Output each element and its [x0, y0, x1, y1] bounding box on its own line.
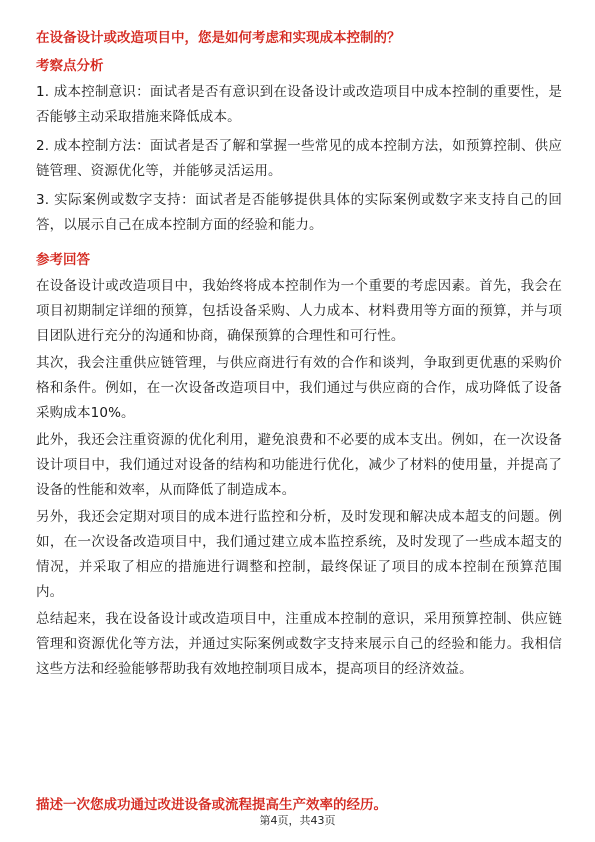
answer-title: 参考回答: [36, 252, 90, 268]
answer-paragraph: 总结起来，我在设备设计或改造项目中，注重成本控制的意识，采用预算控制、供应链管理和资源优化等方法，并通过实际案例或数字支持来展示自己的经验和能力。我相信这些方法和经验能够帮助我有效地控制项目成本，提高项目的经济效益。: [36, 611, 562, 677]
page-number-footer: 第4页，共43页: [259, 814, 336, 827]
next-question-heading: 描述一次您成功通过改进设备或流程提高生产效率的经历。: [36, 797, 387, 813]
analysis-section: [36, 56, 562, 238]
answer-paragraph: 另外，我还会定期对项目的成本进行监控和分析，及时发现和解决成本超支的问题。例如，在一次设备改造项目中，我们通过建立成本监控系统，及时发现了一些成本超支的情况，并采取了相应的措施进行调整和控制，最终保证了项目的成本控制在预算范围内。: [36, 509, 562, 600]
analysis-item: 1. 成本控制意识：面试者是否有意识到在设备设计或改造项目中成本控制的重要性，是否能够主动采取措施来降低成本。: [36, 84, 562, 125]
answer-paragraph: 此外，我还会注重资源的优化利用，避免浪费和不必要的成本支出。例如，在一次设备设计项目中，我们通过对设备的结构和功能进行优化，减少了材料的使用量，并提高了设备的性能和效率，从而降低了制造成本。: [36, 432, 562, 498]
answer-paragraph: 在设备设计或改造项目中，我始终将成本控制作为一个重要的考虑因素。首先，我会在项目初期制定详细的预算，包括设备采购、人力成本、材料费用等方面的预算，并与项目团队进行充分的沟通和协商，确保预算的合理性和可行性。: [36, 278, 562, 344]
analysis-item: 3. 实际案例或数字支持：面试者是否能够提供具体的实际案例或数字来支持自己的回答，以展示自己在成本控制方面的经验和能力。: [36, 192, 562, 233]
analysis-title: 考察点分析: [36, 58, 104, 74]
question-heading: 在设备设计或改造项目中，您是如何考虑和实现成本控制的？: [36, 30, 401, 46]
document-page: [36, 28, 562, 684]
answer-section: [36, 250, 562, 682]
section-spacer: [36, 242, 562, 250]
analysis-item: 2. 成本控制方法：面试者是否了解和掌握一些常见的成本控制方法，如预算控制、供应链管理、资源优化等，并能够灵活运用。: [36, 138, 562, 179]
answer-paragraph: 其次，我会注重供应链管理，与供应商进行有效的合作和谈判，争取到更优惠的采购价格和条件。例如，在一次设备改造项目中，我们通过与供应商的合作，成功降低了设备采购成本10%。: [36, 355, 562, 421]
